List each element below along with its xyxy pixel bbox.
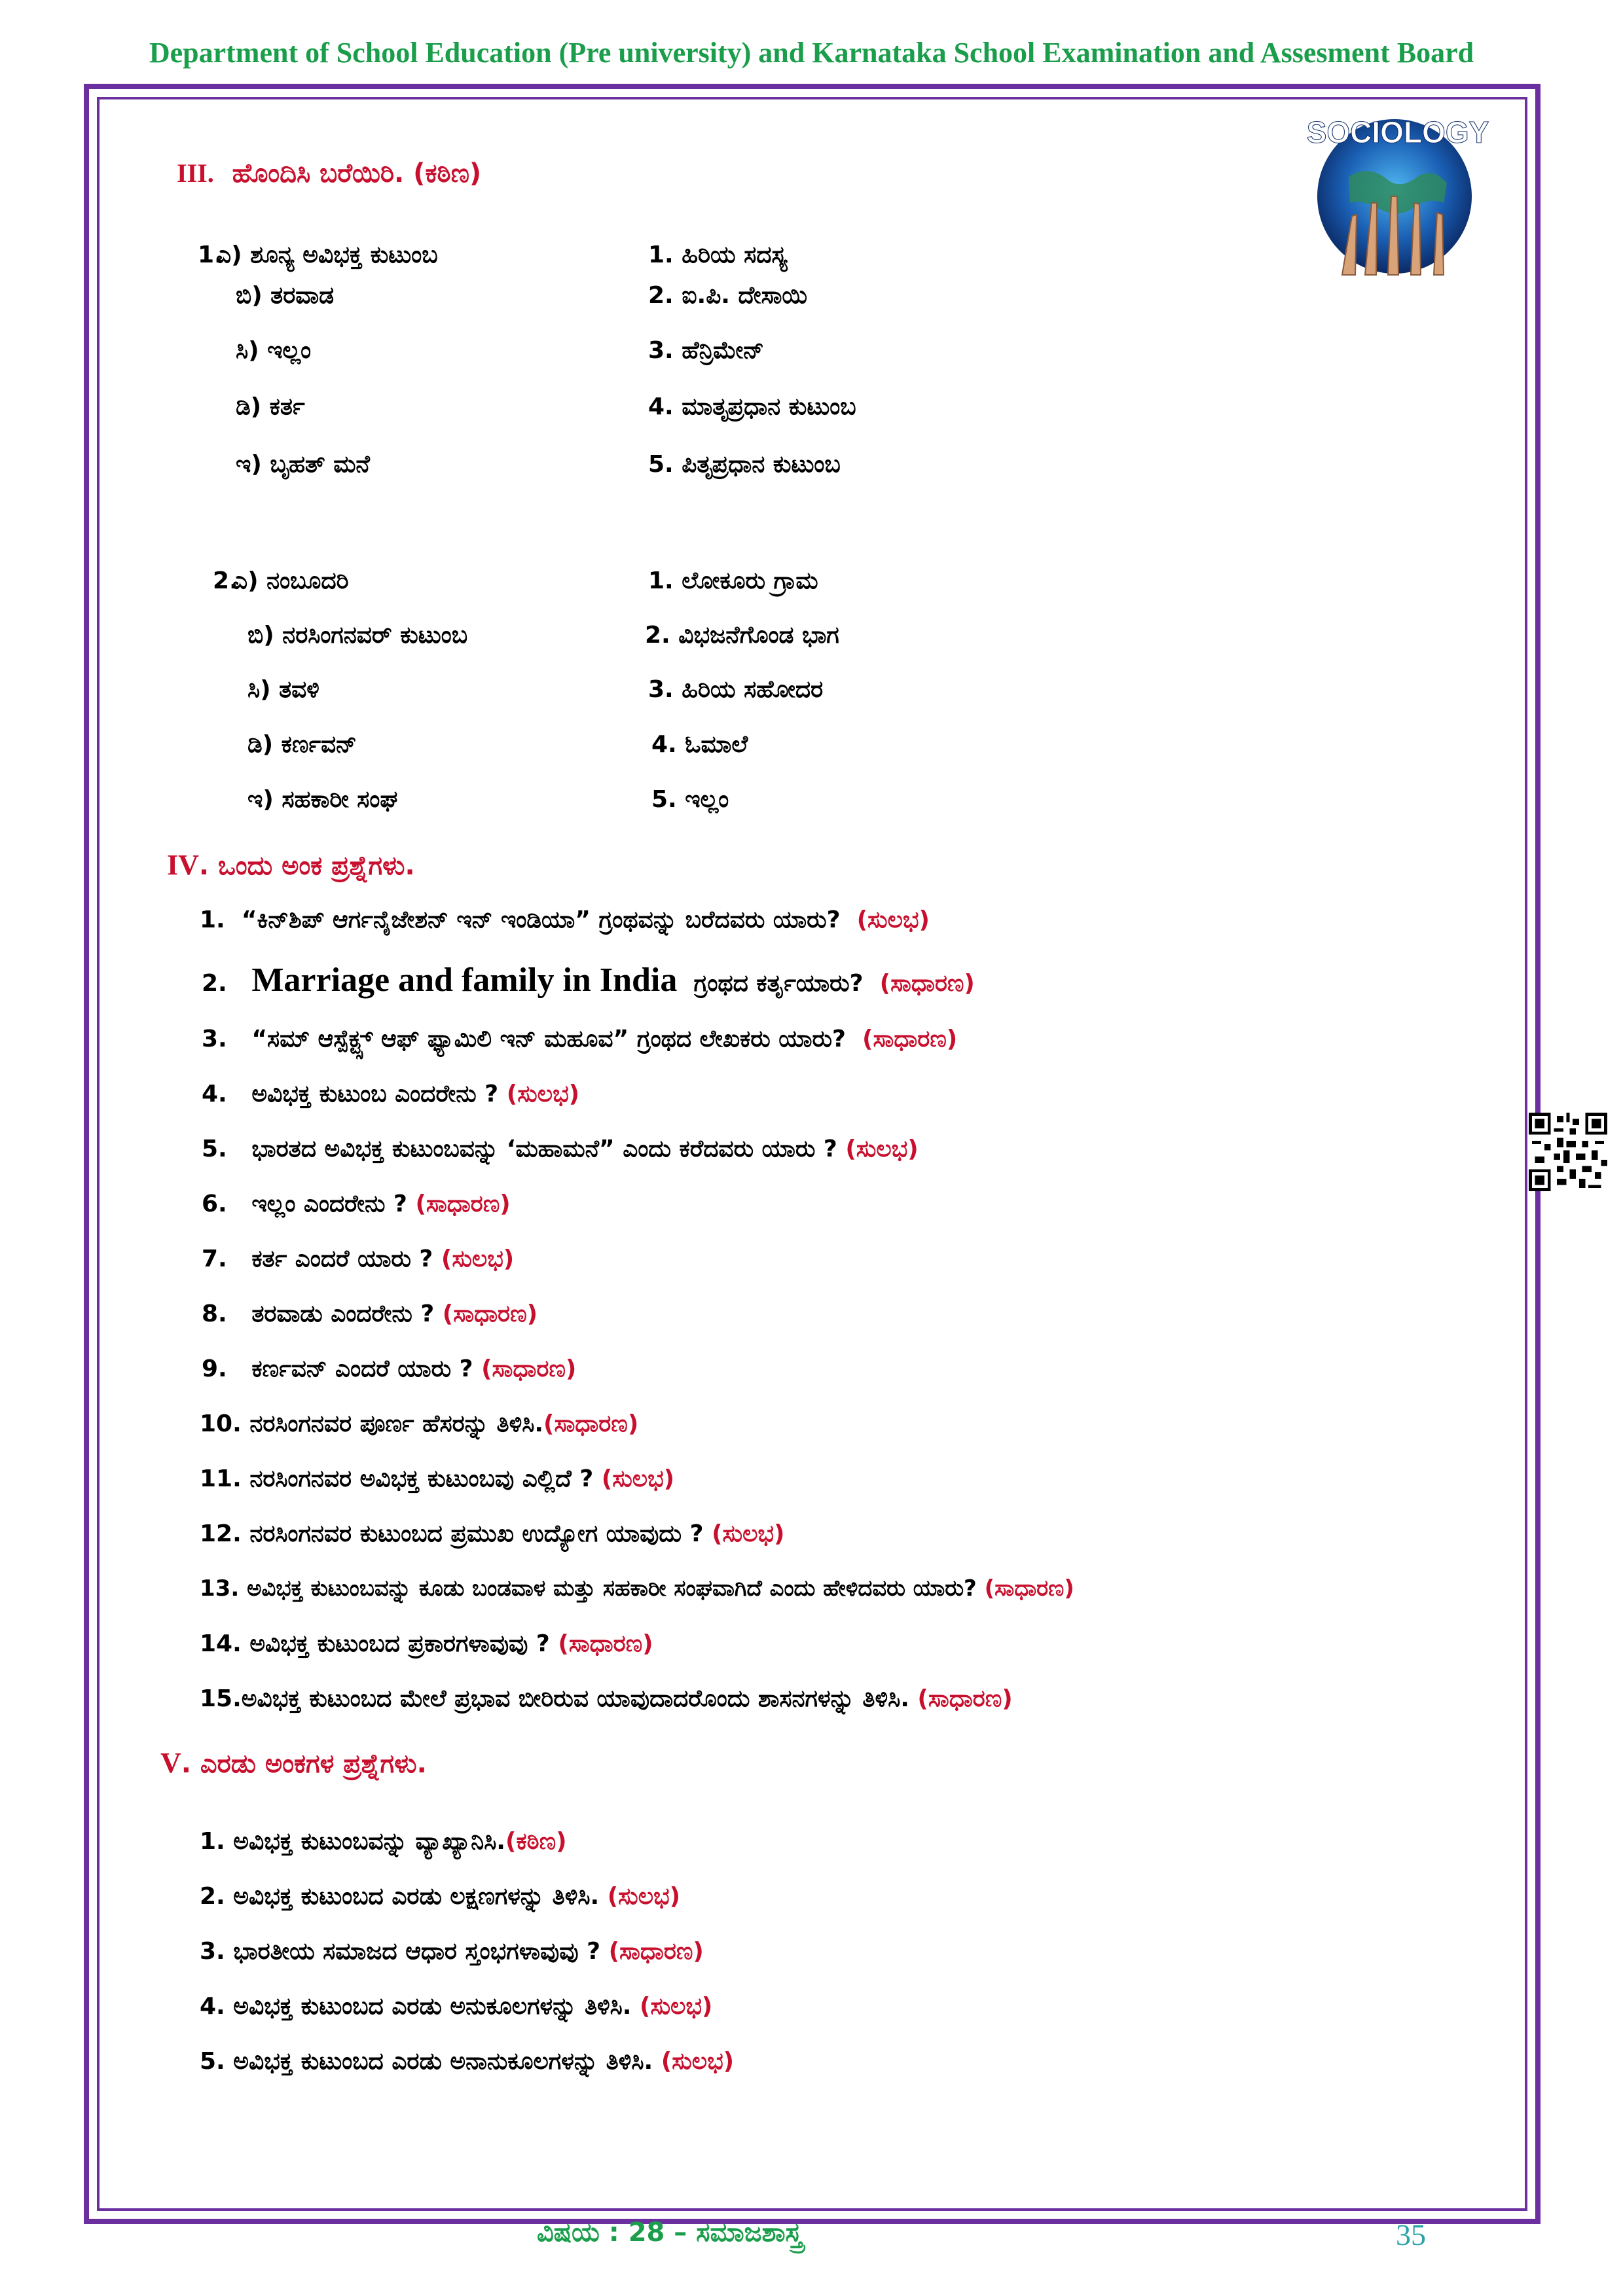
question-text: ನರಸಿಂಗನವರ ಕುಟುಂಬದ ಪ್ರಮುಖ ಉದ್ಯೋಗ ಯಾವುದು ?	[249, 1520, 704, 1547]
question-text: ಅವಿಭಕ್ತ ಕುಟುಂಬವನ್ನು ಕೂಡು ಬಂಡವಾಳ ಮತ್ತು ಸಹಕಾರೀ ಸಂಘವಾಗಿದೆ ಎಂದು ಹೇಳಿದವರು ಯಾರು?	[247, 1575, 977, 1602]
difficulty-label: (ಸುಲಭ)	[601, 1465, 675, 1492]
match1-right-1: 1. ಹಿರಿಯ ಸದಸ್ಯ	[648, 242, 788, 268]
question-text: ಅವಿಭಕ್ತ ಕುಟುಂಬ ಎಂದರೇನು ?	[251, 1081, 499, 1107]
q2-4: 4. ಅವಿಭಕ್ತ ಕುಟುಂಬದ ಎರಡು ಅನುಕೂಲಗಳನ್ನು ತಿಳಿಸಿ. (ಸುಲಭ)	[200, 1993, 713, 2020]
match2-right-2: 2. ವಿಭಜನೆಗೊಂಡ ಭಾಗ	[645, 622, 839, 649]
section-iii-heading: III. ಹೊಂದಿಸಿ ಬರೆಯಿರಿ. (ಕಠಿಣ)	[177, 158, 482, 188]
difficulty-label: (ಸುಲಭ)	[845, 1136, 919, 1162]
q1-7: 7. ಕರ್ತ ಎಂದರೆ ಯಾರು ? (ಸುಲಭ)	[202, 1246, 515, 1272]
difficulty-label: (ಸಾಧಾರಣ)	[481, 1355, 577, 1382]
question-text: ತರವಾಡು ಎಂದರೇನು ?	[251, 1300, 435, 1327]
question-text: “ಕಿನ್‌ಶಿಪ್ ಆರ್ಗನೈಜೇಶನ್ ಇನ್ ಇಂಡಿಯಾ” ಗ್ರಂಥವನ್ನು ಬರೆದವರು ಯಾರು?	[241, 906, 841, 933]
section-iii-title: ಹೊಂದಿಸಿ ಬರೆಯಿರಿ. (ಕಠಿಣ)	[232, 158, 482, 188]
logo-text: SOCIOLOGY	[1306, 115, 1489, 149]
difficulty-label: (ಸುಲಭ)	[607, 1883, 681, 1910]
q1-5: 5. ಭಾರತದ ಅವಿಭಕ್ತ ಕುಟುಂಬವನ್ನು ‘ಮಹಾಮನೆ” ಎಂದು ಕರೆದವರು ಯಾರು ? (ಸುಲಭ)	[202, 1136, 919, 1162]
q1-10: 10. ನರಸಿಂಗನವರ ಪೂರ್ಣ ಹೆಸರನ್ನು ತಿಳಿಸಿ.(ಸಾಧಾರಣ)	[200, 1410, 639, 1437]
question-text: ಕರ್ಣವನ್ ಎಂದರೆ ಯಾರು ?	[251, 1355, 473, 1382]
section-iv-roman: IV	[167, 849, 199, 881]
difficulty-label: (ಸಾಧಾರಣ)	[917, 1685, 1013, 1712]
q1-9: 9. ಕರ್ಣವನ್ ಎಂದರೆ ಯಾರು ? (ಸಾಧಾರಣ)	[202, 1355, 577, 1382]
match2-left-c: ಸಿ) ತವಳಿ	[247, 676, 319, 703]
question-text: ಅವಿಭಕ್ತ ಕುಟುಂಬವನ್ನು ವ್ಯಾಖ್ಯಾನಿಸಿ.	[233, 1828, 505, 1855]
page-number: 35	[1396, 2218, 1426, 2251]
question-text: ಅವಿಭಕ್ತ ಕುಟುಂಬದ ಪ್ರಕಾರಗಳಾವುವು ?	[249, 1630, 550, 1657]
difficulty-label: (ಸಾಧಾರಣ)	[415, 1191, 511, 1217]
question-text: ಗ್ರಂಥದ ಕರ್ತೃಯಾರು?	[693, 970, 864, 997]
difficulty-label: (ಸುಲಭ)	[712, 1520, 785, 1547]
match1-right-5: 5. ಪಿತೃಪ್ರಧಾನ ಕುಟುಂಬ	[648, 451, 841, 478]
difficulty-label: (ಸಾಧಾರಣ)	[442, 1300, 538, 1327]
difficulty-label: (ಸಾಧಾರಣ)	[879, 970, 975, 997]
q1-1: 1. “ಕಿನ್‌ಶಿಪ್ ಆರ್ಗನೈಜೇಶನ್ ಇನ್ ಇಂಡಿಯಾ” ಗ್ರಂಥವನ್ನು ಬರೆದವರು ಯಾರು? (ಸುಲಭ)	[200, 906, 930, 933]
q1-3: 3. “ಸಮ್ ಆಸ್ಪೆಕ್ಟ್ಸ್ ಆಫ್ ಫ್ಯಾಮಿಲಿ ಇನ್ ಮಹೂವ” ಗ್ರಂಥದ ಲೇಖಕರು ಯಾರು? (ಸಾಧಾರಣ)	[202, 1026, 958, 1052]
difficulty-label: (ಸುಲಭ)	[640, 1993, 713, 2020]
page-header: Department of School Education (Pre university) and Karnataka School Examination and Assesment Board	[149, 37, 1474, 69]
q1-14: 14. ಅವಿಭಕ್ತ ಕುಟುಂಬದ ಪ್ರಕಾರಗಳಾವುವು ? (ಸಾಧಾರಣ)	[200, 1630, 653, 1657]
question-text: ಭಾರತೀಯ ಸಮಾಜದ ಆಧಾರ ಸ್ತಂಭಗಳಾವುವು ?	[233, 1938, 601, 1965]
match1-number: 1.	[198, 242, 223, 268]
match2-right-3: 3. ಹಿರಿಯ ಸಹೋದರ	[648, 676, 824, 703]
q2-5: 5. ಅವಿಭಕ್ತ ಕುಟುಂಬದ ಎರಡು ಅನಾನುಕೂಲಗಳನ್ನು ತಿಳಿಸಿ. (ಸುಲಭ)	[200, 2048, 735, 2075]
section-iii-roman: III	[177, 158, 208, 188]
match1-right-3: 3. ಹೆನ್ರಿಮೇನ್	[648, 337, 764, 364]
difficulty-label: (ಸುಲಭ)	[506, 1081, 580, 1107]
difficulty-label: (ಸಾಧಾರಣ)	[984, 1575, 1074, 1602]
question-text: ಕರ್ತ ಎಂದರೆ ಯಾರು ?	[251, 1246, 433, 1272]
book-title-english: Marriage and family in India	[251, 961, 678, 999]
q1-8: 8. ತರವಾಡು ಎಂದರೇನು ? (ಸಾಧಾರಣ)	[202, 1300, 538, 1327]
page-footer-subject: ವಿಷಯ : 28 – ಸಮಾಜಶಾಸ್ತ್ರ	[537, 2217, 803, 2248]
match2-left-e: ಇ) ಸಹಕಾರೀ ಸಂಘ	[247, 786, 398, 813]
question-text: ಅವಿಭಕ್ತ ಕುಟುಂಬದ ಎರಡು ಅನಾನುಕೂಲಗಳನ್ನು ತಿಳಿಸಿ.	[233, 2048, 653, 2075]
match1-left-c: ಸಿ) ಇಲ್ಲಂ	[236, 337, 312, 364]
difficulty-label: (ಸಾಧಾರಣ)	[862, 1026, 958, 1052]
question-text: ನರಸಿಂಗನವರ ಪೂರ್ಣ ಹೆಸರನ್ನು ತಿಳಿಸಿ.	[249, 1410, 544, 1437]
question-text: ನರಸಿಂಗನವರ ಅವಿಭಕ್ತ ಕುಟುಂಬವು ಎಲ್ಲಿದೆ ?	[249, 1465, 594, 1492]
difficulty-label: (ಸಾಧಾರಣ)	[558, 1630, 653, 1657]
match2-right-1: 1. ಲೋಕೂರು ಗ್ರಾಮ	[648, 567, 818, 594]
match1-left-b: ಬಿ) ತರವಾಡ	[236, 282, 335, 309]
match1-left-e: ಇ) ಬೃಹತ್ ಮನೆ	[236, 451, 370, 478]
match2-number: 2.	[213, 567, 238, 594]
question-text: ಅವಿಭಕ್ತ ಕುಟುಂಬದ ಎರಡು ಲಕ್ಷಣಗಳನ್ನು ತಿಳಿಸಿ.	[233, 1883, 600, 1910]
match2-left-d: ಡಿ) ಕರ್ಣವನ್	[247, 731, 357, 758]
difficulty-label: (ಕಠಿಣ)	[505, 1828, 567, 1855]
difficulty-label: (ಸಾಧಾರಣ)	[543, 1410, 639, 1437]
match1-left-a: ಎ) ಶೂನ್ಯ ಅವಿಭಕ್ತ ಕುಟುಂಬ	[216, 242, 438, 268]
match1-right-4: 4. ಮಾತೃಪ್ರಧಾನ ಕುಟುಂಬ	[648, 393, 856, 420]
section-v-title: . ಎರಡು ಅಂಕಗಳ ಪ್ರಶ್ನೆಗಳು.	[181, 1749, 427, 1779]
q1-12: 12. ನರಸಿಂಗನವರ ಕುಟುಂಬದ ಪ್ರಮುಖ ಉದ್ಯೋಗ ಯಾವುದು ? (ಸುಲಭ)	[200, 1520, 785, 1547]
q2-2: 2. ಅವಿಭಕ್ತ ಕುಟುಂಬದ ಎರಡು ಲಕ್ಷಣಗಳನ್ನು ತಿಳಿಸಿ. (ಸುಲಭ)	[200, 1883, 681, 1910]
match1-right-2: 2. ಐ.ಪಿ. ದೇಸಾಯಿ	[648, 282, 808, 309]
q1-2: 2. Marriage and family in India ಗ್ರಂಥದ ಕರ್ತೃಯಾರು? (ಸಾಧಾರಣ)	[202, 961, 975, 999]
difficulty-label: (ಸಾಧಾರಣ)	[608, 1938, 704, 1965]
q1-6: 6. ಇಲ್ಲಂ ಎಂದರೇನು ? (ಸಾಧಾರಣ)	[202, 1191, 511, 1217]
match2-left-a: ಎ) ನಂಬೂದರಿ	[232, 567, 349, 594]
question-text: ಇಲ್ಲಂ ಎಂದರೇನು ?	[251, 1191, 407, 1217]
section-iv-heading	[167, 851, 415, 880]
q2-1: 1. ಅವಿಭಕ್ತ ಕುಟುಂಬವನ್ನು ವ್ಯಾಖ್ಯಾನಿಸಿ.(ಕಠಿಣ)	[200, 1828, 567, 1855]
q1-4: 4. ಅವಿಭಕ್ತ ಕುಟುಂಬ ಎಂದರೇನು ? (ಸುಲಭ)	[202, 1081, 580, 1107]
difficulty-label: (ಸುಲಭ)	[661, 2048, 735, 2075]
q1-13: 13. ಅವಿಭಕ್ತ ಕುಟುಂಬವನ್ನು ಕೂಡು ಬಂಡವಾಳ ಮತ್ತು ಸಹಕಾರೀ ಸಂಘವಾಗಿದೆ ಎಂದು ಹೇಳಿದವರು ಯಾರು? (ಸಾಧಾರಣ)	[200, 1575, 1074, 1602]
question-text: ಅವಿಭಕ್ತ ಕುಟುಂಬದ ಮೇಲೆ ಪ್ರಭಾವ ಬೀರಿರುವ ಯಾವುದಾದರೊಂದು ಶಾಸನಗಳನ್ನು ತಿಳಿಸಿ.	[241, 1685, 909, 1712]
difficulty-label: (ಸುಲಭ)	[856, 906, 930, 933]
section-iv-title: . ಒಂದು ಅಂಕ ಪ್ರಶ್ನೆಗಳು.	[198, 851, 415, 881]
section-v-roman: V	[160, 1747, 181, 1779]
qr-code[interactable]	[1529, 1113, 1607, 1191]
match2-left-b: ಬಿ) ನರಸಿಂಗನವರ್ ಕುಟುಂಬ	[247, 622, 468, 649]
q1-15: 15.ಅವಿಭಕ್ತ ಕುಟುಂಬದ ಮೇಲೆ ಪ್ರಭಾವ ಬೀರಿರುವ ಯಾವುದಾದರೊಂದು ಶಾಸನಗಳನ್ನು ತಿಳಿಸಿ. (ಸಾಧಾರಣ)	[200, 1685, 1013, 1712]
q1-11: 11. ನರಸಿಂಗನವರ ಅವಿಭಕ್ತ ಕುಟುಂಬವು ಎಲ್ಲಿದೆ ? (ಸುಲಭ)	[200, 1465, 675, 1492]
question-text: ಭಾರತದ ಅವಿಭಕ್ತ ಕುಟುಂಬವನ್ನು ‘ಮಹಾಮನೆ” ಎಂದು ಕರೆದವರು ಯಾರು ?	[251, 1136, 837, 1162]
match2-right-5: 5. ಇಲ್ಲಂ	[651, 786, 729, 813]
question-text: ಅವಿಭಕ್ತ ಕುಟುಂಬದ ಎರಡು ಅನುಕೂಲಗಳನ್ನು ತಿಳಿಸಿ.	[233, 1993, 632, 2020]
match2-right-4: 4. ಓಮಾಲೆ	[651, 731, 748, 758]
question-text: “ಸಮ್ ಆಸ್ಪೆಕ್ಟ್ಸ್ ಆಫ್ ಫ್ಯಾಮಿಲಿ ಇನ್ ಮಹೂವ” ಗ್ರಂಥದ ಲೇಖಕರು ಯಾರು?	[251, 1026, 846, 1052]
difficulty-label: (ಸುಲಭ)	[441, 1246, 515, 1272]
section-v-heading	[160, 1749, 427, 1778]
q2-3: 3. ಭಾರತೀಯ ಸಮಾಜದ ಆಧಾರ ಸ್ತಂಭಗಳಾವುವು ? (ಸಾಧಾರಣ)	[200, 1938, 704, 1965]
match1-left-d: ಡಿ) ಕರ್ತ	[236, 393, 305, 420]
sociology-logo	[1303, 105, 1493, 281]
